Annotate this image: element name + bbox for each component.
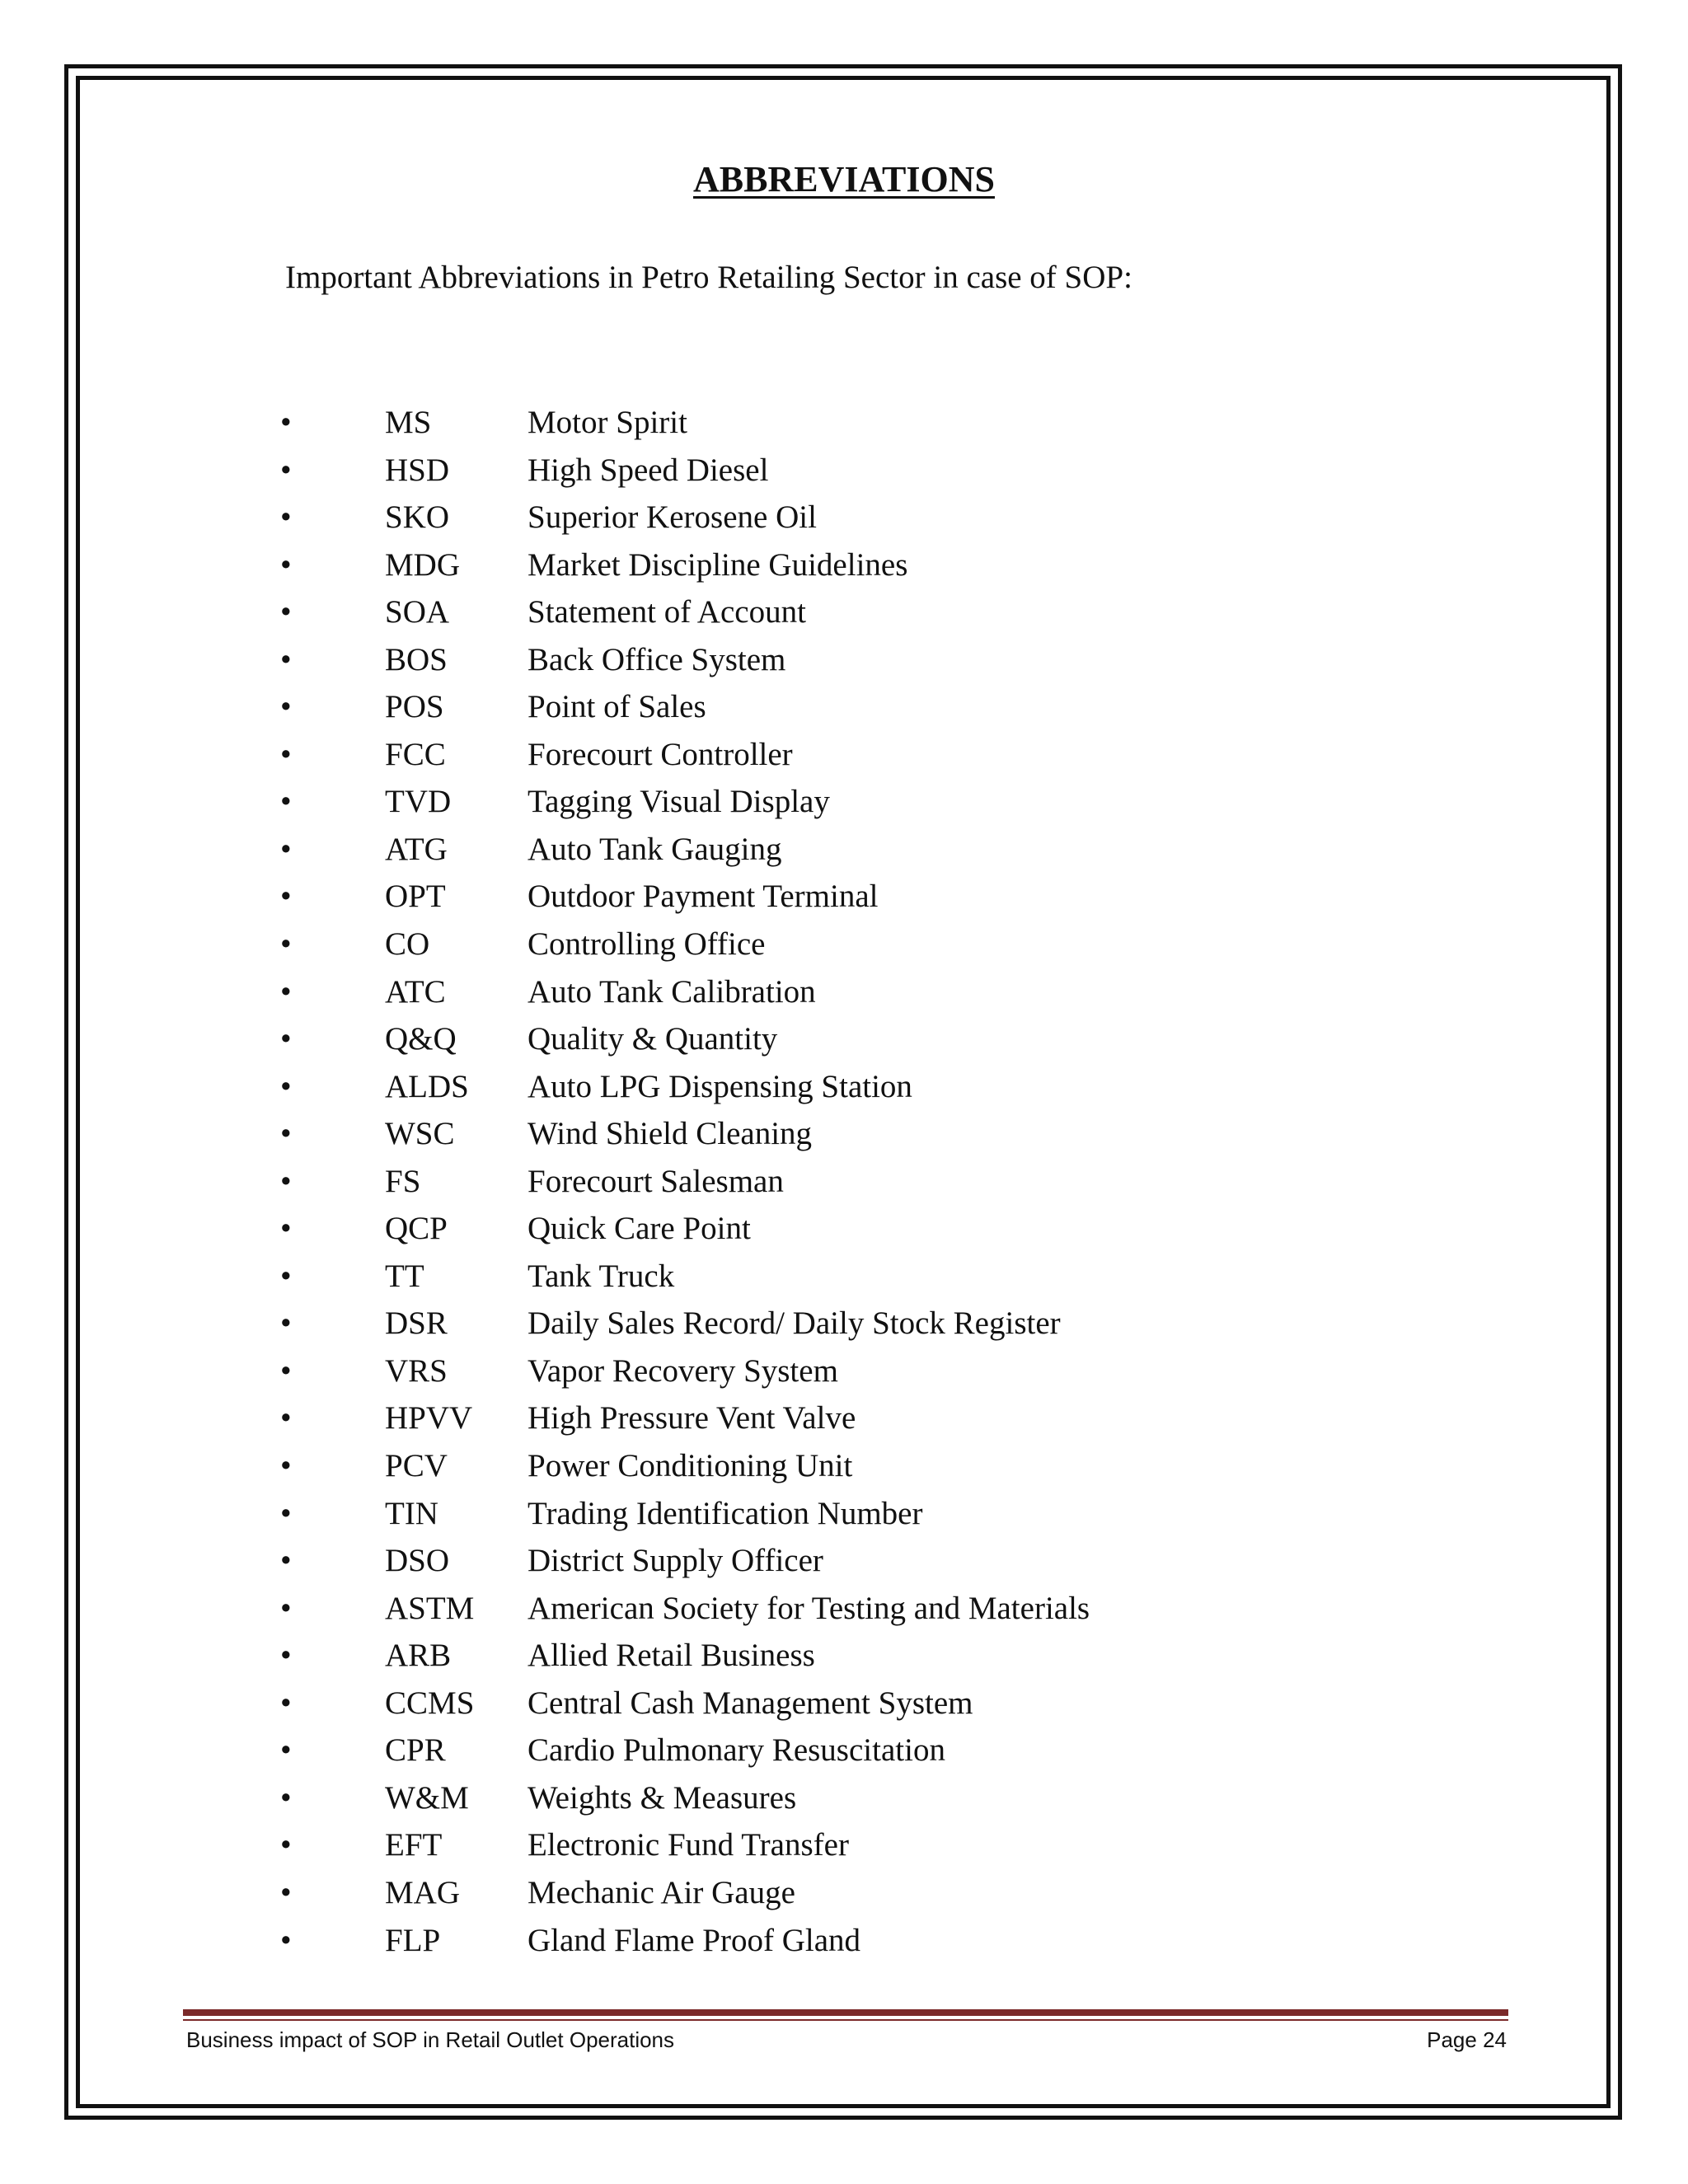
abbreviation-code: MAG — [385, 1874, 461, 1910]
abbreviation-meaning: Point of Sales — [528, 689, 706, 725]
bullet-icon: • — [280, 1116, 292, 1152]
bullet-icon: • — [280, 1685, 292, 1721]
abbreviation-meaning: Quick Care Point — [528, 1211, 751, 1247]
abbreviation-code: ATG — [385, 831, 448, 867]
list-item — [280, 1300, 1517, 1347]
abbreviation-code: FLP — [385, 1922, 441, 1958]
bullet-icon: • — [280, 831, 292, 867]
abbreviation-code: PCV — [385, 1448, 448, 1484]
bullet-icon: • — [280, 546, 292, 583]
abbreviation-meaning: Tagging Visual Display — [528, 784, 830, 820]
bullet-icon: • — [280, 689, 292, 725]
abbreviation-code: ARB — [385, 1638, 452, 1674]
abbreviation-code: W&M — [385, 1779, 469, 1816]
bullet-icon: • — [280, 1922, 292, 1958]
abbreviation-list — [280, 399, 1517, 1964]
abbreviation-code: FS — [385, 1163, 421, 1199]
bullet-icon: • — [280, 1448, 292, 1484]
abbreviation-code: DSO — [385, 1543, 450, 1579]
abbreviation-code: TIN — [385, 1495, 438, 1531]
abbreviation-code: MS — [385, 405, 432, 440]
list-item — [280, 447, 1517, 494]
abbreviation-code: BOS — [385, 641, 448, 677]
abbreviation-meaning: Superior Kerosene Oil — [528, 499, 817, 536]
abbreviation-meaning: Auto Tank Gauging — [528, 831, 782, 867]
abbreviation-meaning: Mechanic Air Gauge — [528, 1874, 795, 1910]
abbreviation-meaning: Wind Shield Cleaning — [528, 1116, 813, 1152]
abbreviation-meaning: American Society for Testing and Materials — [528, 1590, 1090, 1626]
abbreviation-meaning: Statement of Account — [528, 594, 806, 630]
abbreviation-meaning: Auto Tank Calibration — [528, 973, 816, 1010]
list-item — [280, 731, 1517, 779]
list-item — [280, 1442, 1517, 1490]
list-item — [280, 778, 1517, 826]
list-item — [280, 1917, 1517, 1965]
list-item — [280, 1727, 1517, 1774]
abbreviation-code: OPT — [385, 879, 446, 915]
list-item — [280, 1585, 1517, 1633]
bullet-icon: • — [280, 1827, 292, 1863]
abbreviation-meaning: District Supply Officer — [528, 1543, 823, 1579]
list-item — [280, 1490, 1517, 1538]
abbreviation-code: FCC — [385, 736, 446, 772]
abbreviation-code: TVD — [385, 784, 452, 820]
list-item — [280, 1015, 1517, 1063]
footer-page-number: Page 24 — [1427, 2027, 1507, 2052]
bullet-icon: • — [280, 1068, 292, 1104]
abbreviation-code: CO — [385, 926, 430, 963]
abbreviation-code: VRS — [385, 1352, 448, 1389]
bullet-icon: • — [280, 784, 292, 820]
list-item — [280, 588, 1517, 636]
list-item — [280, 683, 1517, 731]
bullet-icon: • — [280, 1163, 292, 1199]
list-item — [280, 1347, 1517, 1395]
abbreviation-meaning: Forecourt Salesman — [528, 1163, 784, 1199]
bullet-icon: • — [280, 405, 292, 440]
abbreviation-meaning: Tank Truck — [528, 1258, 675, 1294]
abbreviation-meaning: Gland Flame Proof Gland — [528, 1922, 861, 1958]
list-item — [280, 873, 1517, 921]
abbreviation-code: WSC — [385, 1116, 455, 1152]
page-title-text: ABBREVIATIONS — [693, 159, 995, 199]
bullet-icon: • — [280, 1495, 292, 1531]
bullet-icon: • — [280, 1638, 292, 1674]
abbreviation-meaning: Electronic Fund Transfer — [528, 1827, 849, 1863]
abbreviation-code: HPVV — [385, 1400, 473, 1436]
footer-rule-thin — [183, 2019, 1508, 2021]
abbreviation-meaning: Controlling Office — [528, 926, 766, 963]
abbreviation-code: POS — [385, 689, 444, 725]
list-item — [280, 1537, 1517, 1585]
bullet-icon: • — [280, 1211, 292, 1247]
bullet-icon: • — [280, 973, 292, 1010]
footer-rule — [183, 2009, 1508, 2016]
bullet-icon: • — [280, 1352, 292, 1389]
list-item — [280, 1394, 1517, 1442]
list-item — [280, 541, 1517, 589]
list-item — [280, 968, 1517, 1016]
bullet-icon: • — [280, 1874, 292, 1910]
list-item — [280, 399, 1517, 447]
abbreviation-code: QCP — [385, 1211, 448, 1247]
bullet-icon: • — [280, 1258, 292, 1294]
abbreviation-meaning: Back Office System — [528, 641, 786, 677]
abbreviation-meaning: High Speed Diesel — [528, 452, 769, 488]
bullet-icon: • — [280, 1590, 292, 1626]
abbreviation-meaning: Outdoor Payment Terminal — [528, 879, 879, 915]
abbreviation-meaning: Allied Retail Business — [528, 1638, 815, 1674]
abbreviation-code: SKO — [385, 499, 450, 536]
page-title — [0, 158, 1688, 200]
list-item — [280, 1205, 1517, 1253]
abbreviation-code: EFT — [385, 1827, 443, 1863]
abbreviation-code: ASTM — [385, 1590, 475, 1626]
list-item — [280, 921, 1517, 968]
list-item — [280, 1253, 1517, 1301]
abbreviation-code: CPR — [385, 1732, 446, 1769]
bullet-icon: • — [280, 499, 292, 536]
abbreviation-meaning: Quality & Quantity — [528, 1021, 778, 1057]
bullet-icon: • — [280, 879, 292, 915]
abbreviation-meaning: Market Discipline Guidelines — [528, 546, 908, 583]
abbreviation-code: ALDS — [385, 1068, 469, 1104]
abbreviation-meaning: Weights & Measures — [528, 1779, 797, 1816]
bullet-icon: • — [280, 1021, 292, 1057]
abbreviation-meaning: Motor Spirit — [528, 405, 687, 440]
abbreviation-code: DSR — [385, 1305, 448, 1342]
list-item — [280, 1632, 1517, 1680]
abbreviation-meaning: Auto LPG Dispensing Station — [528, 1068, 912, 1104]
abbreviation-code: ATC — [385, 973, 446, 1010]
list-item — [280, 1869, 1517, 1917]
list-item — [280, 1063, 1517, 1111]
abbreviation-code: TT — [385, 1258, 424, 1294]
abbreviation-code: Q&Q — [385, 1021, 457, 1057]
bullet-icon: • — [280, 1400, 292, 1436]
list-item — [280, 494, 1517, 541]
bullet-icon: • — [280, 1305, 292, 1342]
abbreviation-code: HSD — [385, 452, 450, 488]
list-item — [280, 1110, 1517, 1158]
bullet-icon: • — [280, 452, 292, 488]
list-item — [280, 1774, 1517, 1822]
list-item — [280, 1821, 1517, 1869]
abbreviation-code: MDG — [385, 546, 461, 583]
abbreviation-meaning: Trading Identification Number — [528, 1495, 923, 1531]
abbreviation-meaning: Cardio Pulmonary Resuscitation — [528, 1732, 945, 1769]
list-item — [280, 1158, 1517, 1206]
abbreviation-meaning: Vapor Recovery System — [528, 1352, 838, 1389]
abbreviation-meaning: Power Conditioning Unit — [528, 1448, 853, 1484]
abbreviation-meaning: Daily Sales Record/ Daily Stock Register — [528, 1305, 1061, 1342]
list-item — [280, 1680, 1517, 1727]
bullet-icon: • — [280, 926, 292, 963]
bullet-icon: • — [280, 1779, 292, 1816]
abbreviation-meaning: Forecourt Controller — [528, 736, 793, 772]
bullet-icon: • — [280, 594, 292, 630]
bullet-icon: • — [280, 641, 292, 677]
bullet-icon: • — [280, 1732, 292, 1769]
bullet-icon: • — [280, 736, 292, 772]
list-item — [280, 826, 1517, 874]
abbreviation-code: CCMS — [385, 1685, 475, 1721]
footer-document-title: Business impact of SOP in Retail Outlet Operations — [186, 2027, 675, 2052]
abbreviation-meaning: High Pressure Vent Valve — [528, 1400, 856, 1436]
list-item — [280, 636, 1517, 684]
abbreviation-meaning: Central Cash Management System — [528, 1685, 973, 1721]
bullet-icon: • — [280, 1543, 292, 1579]
abbreviation-code: SOA — [385, 594, 450, 630]
intro-text: Important Abbreviations in Petro Retailing Sector in case of SOP: — [285, 260, 1132, 295]
